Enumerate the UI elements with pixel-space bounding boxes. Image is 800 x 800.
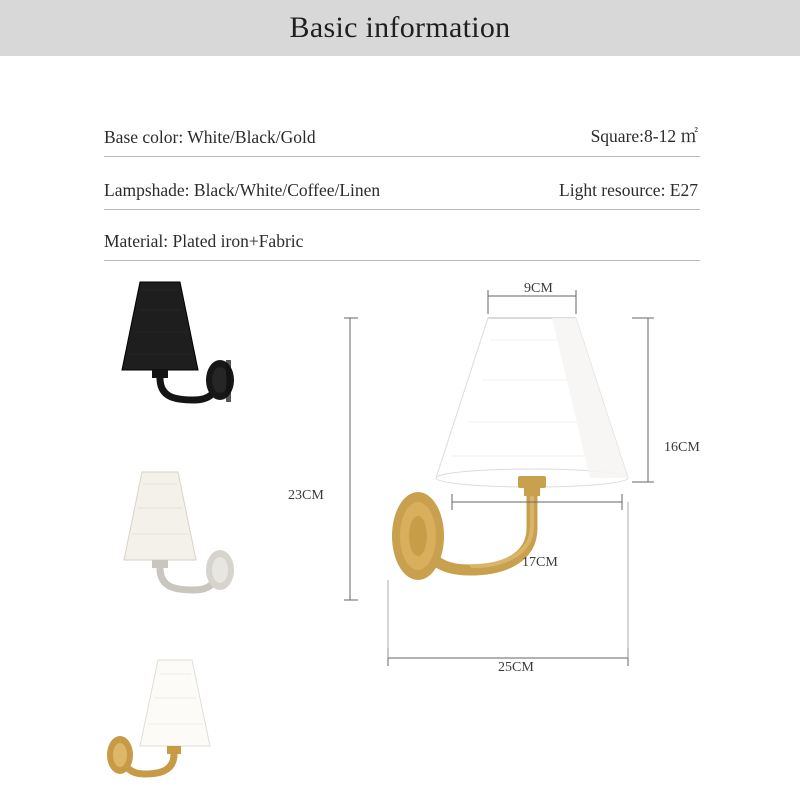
dimension-total-height bbox=[344, 318, 358, 600]
spec-square: Square:8-12 ㎡ bbox=[590, 126, 698, 146]
page-title: Basic information bbox=[289, 11, 511, 44]
spec-lampshade: Lampshade: Black/White/Coffee/Linen bbox=[104, 180, 381, 200]
wall-mount-plate bbox=[392, 492, 444, 580]
spec-empty bbox=[698, 252, 700, 260]
product-illustration-area bbox=[0, 260, 800, 800]
label-shade-bottom-width: 17CM bbox=[522, 555, 558, 570]
spec-base-color: Base color: White/Black/Gold bbox=[104, 127, 316, 147]
label-total-height: 23CM bbox=[288, 488, 324, 503]
main-product-diagram bbox=[340, 270, 760, 790]
spec-row bbox=[104, 210, 700, 261]
label-shade-top-width: 9CM bbox=[524, 281, 553, 296]
spec-row bbox=[104, 157, 700, 210]
spec-light-resource: Light resource: E27 bbox=[559, 180, 698, 200]
page-header bbox=[0, 0, 800, 56]
variant-gold-wall-lamp bbox=[107, 660, 210, 774]
main-lampshade bbox=[436, 318, 628, 487]
dimension-shade-height bbox=[632, 318, 654, 482]
label-shade-height: 16CM bbox=[664, 440, 700, 455]
spec-row bbox=[104, 104, 700, 157]
spec-table bbox=[104, 104, 700, 261]
variant-white-wall-lamp bbox=[124, 472, 234, 590]
spec-material: Material: Plated iron+Fabric bbox=[104, 231, 304, 251]
label-total-depth: 25CM bbox=[498, 660, 534, 675]
variant-black-wall-lamp bbox=[122, 282, 234, 402]
variant-lamps-group bbox=[90, 260, 350, 800]
